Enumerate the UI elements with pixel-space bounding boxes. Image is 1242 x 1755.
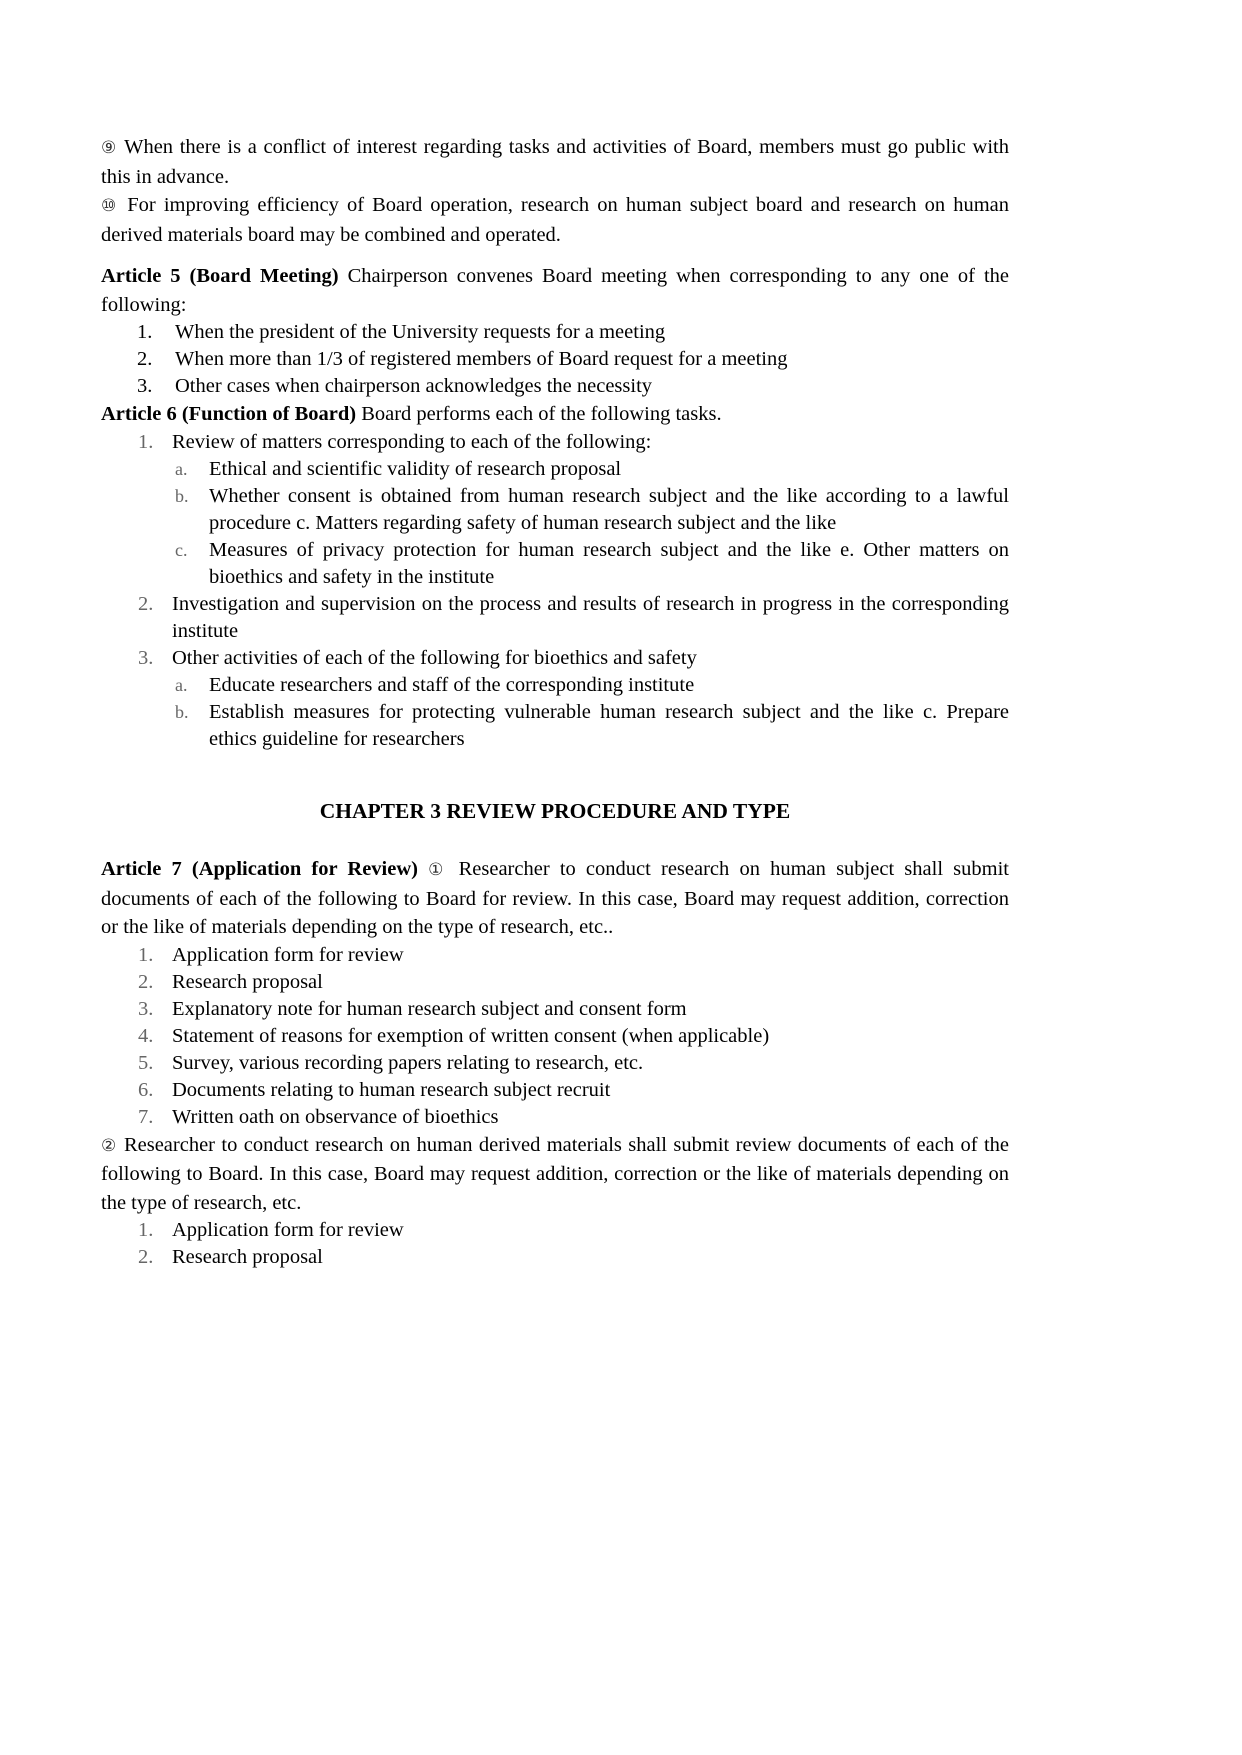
list-marker: 1. <box>138 943 154 966</box>
list-item-text: Other activities of each of the following for bioethics and safety <box>172 646 697 669</box>
list-item-text: When the president of the University requests for a meeting <box>175 321 666 343</box>
list-item <box>101 1023 1009 1050</box>
article-5 <box>101 262 1009 319</box>
article-6-heading: Article 6 (Function of Board) <box>101 403 357 425</box>
paragraph-9 <box>101 133 1009 191</box>
sub-list-item <box>175 699 1009 753</box>
list-item <box>101 429 1009 591</box>
sub-list <box>175 456 1009 591</box>
paragraph-9-text: When there is a conflict of interest regarding tasks and activities of Board, members must go public with this in advance. <box>101 136 1009 188</box>
list-marker: 5. <box>138 1051 154 1074</box>
sub-list-marker: b. <box>175 485 189 506</box>
list-item-text: Other cases when chairperson acknowledges the necessity <box>175 375 653 397</box>
article-5-heading: Article 5 (Board Meeting) <box>101 265 339 287</box>
list-item <box>101 346 1009 373</box>
sub-list-item <box>175 672 1009 699</box>
list-item-text: Research proposal <box>172 1246 323 1268</box>
list-item-text: Survey, various recording papers relating to research, etc. <box>172 1051 644 1074</box>
article-7-list-2 <box>101 1217 1009 1271</box>
paragraph-10-text: For improving efficiency of Board operation, research on human subject board and research on human derived materials board may be combined and operated. <box>101 194 1009 246</box>
sub-list-item-text: Ethical and scientific validity of research proposal <box>209 457 622 480</box>
sub-list-item-text: Establish measures for protecting vulnerable human research subject and the like c. Prepare ethics guideline for researchers <box>209 700 1009 750</box>
list-marker: 1. <box>138 430 154 453</box>
list-item-text: When more than 1/3 of registered members of Board request for a meeting <box>175 348 788 370</box>
list-marker: 1. <box>137 321 153 343</box>
circled-number-2: ② <box>101 1135 118 1156</box>
list-item <box>101 969 1009 996</box>
sub-list-marker: b. <box>175 701 189 722</box>
circled-number-9: ⑨ <box>101 138 118 158</box>
circled-number-10: ⑩ <box>101 196 120 216</box>
chapter-heading: CHAPTER 3 REVIEW PROCEDURE AND TYPE <box>319 798 791 823</box>
list-item <box>101 1050 1009 1077</box>
sub-list-item <box>175 483 1009 537</box>
sub-list-item-text: Whether consent is obtained from human research subject and the like according to a lawful procedure c. Matters regarding safety of human research subject and the like <box>209 484 1009 534</box>
article-7-list-1 <box>101 942 1009 1131</box>
list-item <box>101 645 1009 753</box>
sub-list-item-text: Measures of privacy protection for human research subject and the like e. Other matters on bioethics and safety in the institute <box>209 538 1009 588</box>
list-item <box>101 1104 1009 1131</box>
circled-number-1: ① <box>428 860 449 880</box>
sub-list-marker: c. <box>175 539 188 560</box>
list-marker: 2. <box>138 1246 154 1268</box>
list-marker: 7. <box>138 1105 154 1128</box>
sub-list-item <box>175 456 1009 483</box>
article-7-heading: Article 7 (Application for Review) <box>101 858 418 880</box>
article-7-text-2: Researcher to conduct research on human derived materials shall submit review documents of each of the following to Board. In this case, Board may request addition, correction or the like of materials depending on the type of research, etc. <box>101 1133 1010 1214</box>
list-item-text: Explanatory note for human research subject and consent form <box>172 997 687 1020</box>
list-item-text: Written oath on observance of bioethics <box>172 1105 499 1128</box>
article-7-paragraph-2 <box>101 1131 1009 1218</box>
article-6-list <box>101 429 1009 753</box>
list-marker: 2. <box>138 970 154 993</box>
list-item <box>101 942 1009 969</box>
list-marker: 4. <box>138 1024 154 1047</box>
article-5-list <box>101 319 1009 400</box>
list-marker: 2. <box>137 348 153 370</box>
list-item-text: Research proposal <box>172 970 323 993</box>
list-marker: 2. <box>138 592 154 615</box>
list-marker: 3. <box>137 375 153 397</box>
sub-list-marker: a. <box>175 674 188 695</box>
list-item-text: Statement of reasons for exemption of written consent (when applicable) <box>172 1024 770 1047</box>
article-6 <box>101 400 1009 429</box>
list-marker: 1. <box>138 1219 154 1241</box>
sub-list <box>175 672 1009 753</box>
document-page <box>101 133 1009 1271</box>
list-marker: 3. <box>138 997 154 1020</box>
list-item-text: Investigation and supervision on the process and results of research in progress in the corresponding institute <box>172 592 1009 642</box>
paragraph-10 <box>101 191 1009 249</box>
sub-list-item <box>175 537 1009 591</box>
list-marker: 6. <box>138 1078 154 1101</box>
list-item <box>101 373 1009 400</box>
list-item-text: Application form for review <box>172 943 404 966</box>
list-item <box>101 591 1009 645</box>
list-item <box>101 996 1009 1023</box>
article-7-text-1: Researcher to conduct research on human subject shall submit documents of each of the following to Board for review. In this case, Board may request addition, correction or the like of materials depending on the type of research, etc.. <box>101 858 1010 938</box>
list-item-text: Review of matters corresponding to each of the following: <box>172 430 652 453</box>
list-marker: 3. <box>138 646 154 669</box>
article-7-paragraph-1 <box>101 855 1009 942</box>
list-item-text: Application form for review <box>172 1219 404 1241</box>
list-item <box>101 1077 1009 1104</box>
list-item-text: Documents relating to human research subject recruit <box>172 1078 611 1101</box>
list-item <box>101 1217 1009 1244</box>
list-item <box>101 319 1009 346</box>
sub-list-item-text: Educate researchers and staff of the corresponding institute <box>209 673 695 696</box>
article-6-text: Board performs each of the following tasks. <box>361 403 722 425</box>
list-item <box>101 1244 1009 1271</box>
sub-list-marker: a. <box>175 458 188 479</box>
article-5-text: Chairperson convenes Board meeting when corresponding to any one of the following: <box>101 265 1009 316</box>
